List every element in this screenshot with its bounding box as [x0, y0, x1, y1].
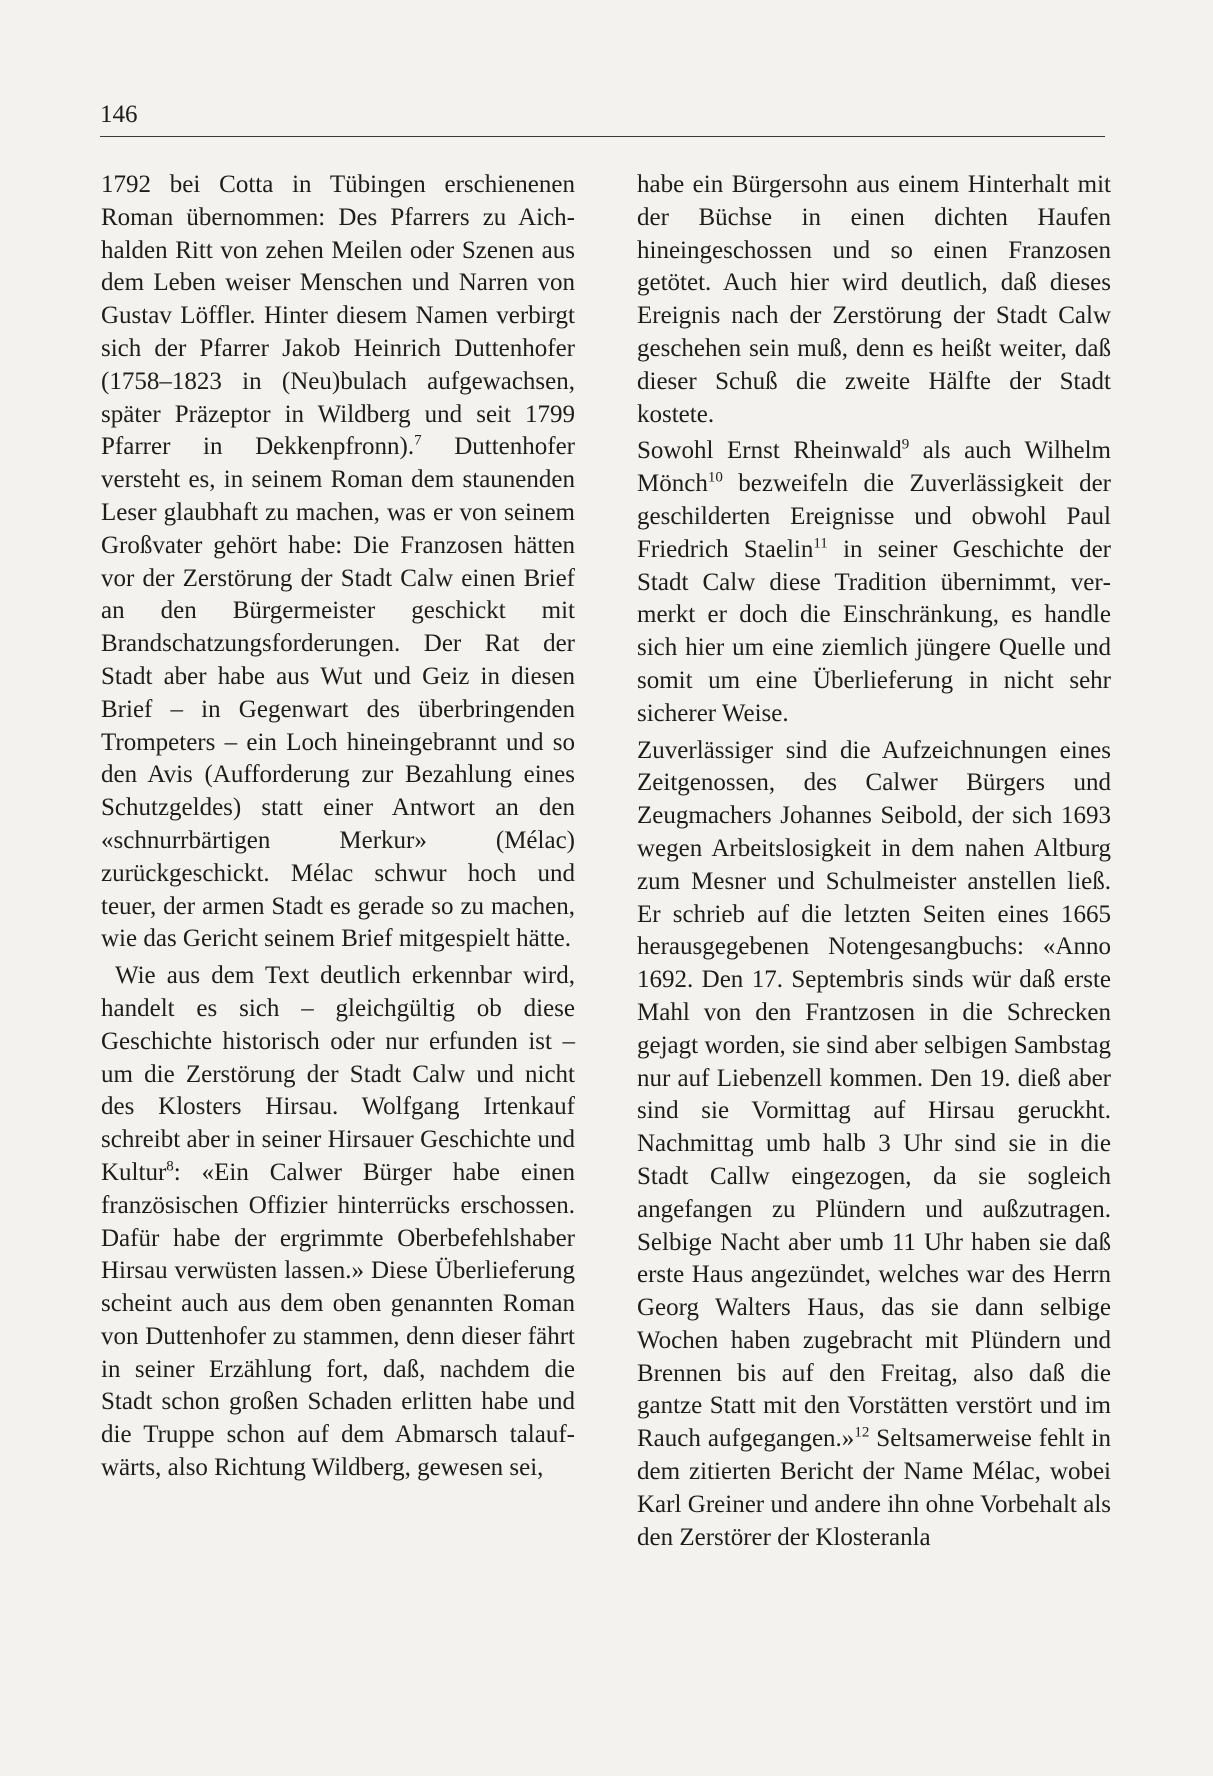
text-run: 1792 bei Cotta in Tübingen erschienenen Roman übernommen: Des Pfarrers zu Aichhalden Ritt von zehen Meilen oder Szenen aus dem Leben weiser Menschen und Narren von Gustav Löffler. Hinter diesem Namen verbirgt sich der Pfarrer Jakob Heinrich Duttenhofer (1758–1823 in (Neu)bulach aufgewachsen, später Präzeptor in Wildberg und seit 1799 Pfarrer in Dekkenpfronn). [101, 171, 575, 461]
footnote-marker: 8 [166, 1158, 174, 1175]
footnote-marker: 11 [813, 535, 828, 552]
text-run: Zuverlässiger sind die Aufzeichnungen eines Zeitgenossen, des Calwer Bürgers und Zeugmachers Johannes Seibold, der sich 1693 wegen Arbeitslosigkeit in dem nahen Altburg zum Mesner und Schulmeister anstellen ließ. Er schrieb auf die letzten Seiten eines 1665 herausgegebenen Notengesangbuchs: «Anno 1692. Den 17. Septembris sinds wür daß erste Mahl von den Frantzosen in die Schrecken gejagt worden, sie sind aber selbigen Sambstag nur auf Liebenzell kommen. Den 19. dieß aber sind sie Vormittag auf Hirsau geruckht. Nachmittag umb halb 3 Uhr sind sie in die Stadt Callw eingezogen, da sie sogleich angefangen zu Plündern und außzutragen. Selbige Nacht aber umb 11 Uhr haben sie daß erste Haus angezündet, welches war des Herrn Georg Walters Haus, das sie dann selbige Wochen haben zugebracht mit Plündern und Brennen bis auf den Freitag, also daß die gantze Statt mit den Vorstätten verstört und im Rauch aufgegangen.» [637, 736, 1111, 1453]
paragraph [101, 960, 575, 1485]
footnote-marker: 10 [707, 469, 723, 486]
page-number: 146 [100, 101, 138, 128]
footnote-marker: 7 [414, 433, 422, 450]
text-run: Seltsamerweise fehlt in dem zitierten Bericht der Name Mélac, wobei Karl Greiner und andere ihn ohne Vorbehalt als den Zerstörer der Klosteranla [637, 1425, 1112, 1551]
text-run: Sowohl Ernst Rheinwald [637, 437, 902, 465]
footnote-marker: 12 [854, 1424, 870, 1441]
text-run: als auch Wilhelm Mönch [637, 437, 1111, 498]
text-run: bezweifeln die Zuverlässigkeit der geschilderten Ereignisse und obwohl Paul Friedrich Staelin [637, 470, 1111, 563]
text-run: : «Ein Calwer Bürger habe einen französischen Offizier hinterrücks erschossen. Dafür habe der ergrimmte Oberbefehlshaber Hirsau verwüsten lassen.» Diese Überlieferung scheint auch aus dem oben genannten Roman von Duttenhofer zu stammen, denn dieser fährt in seiner Erzählung fort, daß, nachdem die Stadt schon großen Schaden erlitten habe und die Truppe schon auf dem Abmarsch talaufwärts, also Richtung Wildberg, gewesen sei, [101, 1158, 575, 1482]
header-rule [100, 136, 1105, 137]
text-run: Wie aus dem Text deutlich erkennbar wird, handelt es sich – gleichgültig ob diese Geschichte historisch oder nur erfunden ist – um die Zerstörung der Stadt Calw und nicht des Klosters Hirsau. Wolfgang Irtenkauf schreibt aber in seiner Hirsauer Geschichte und Kultur [101, 962, 575, 1186]
paragraph: habe ein Bürgersohn aus einem Hinterhalt mit der Büchse in einen dichten Haufen hineingeschossen und so einen Franzosen getötet. Auch hier wird deutlich, daß dieses Ereignis nach der Zerstörung der Stadt Calw geschehen sein muß, denn es heißt weiter, daß dieser Schuß die zweite Hälfte der Stadt kostete. [637, 171, 1111, 428]
paragraph [637, 435, 1111, 730]
paragraph [101, 169, 575, 956]
left-column [101, 169, 575, 1485]
footnote-marker: 9 [901, 437, 910, 454]
text-run: in seiner Geschichte der Stadt Calw diese Tradition übernimmt, vermerkt er doch die Einschränkung, es handle sich hier um eine ziemlich jüngere Quelle und somit um eine Überlieferung in nicht sehr sicherer Weise. [637, 535, 1111, 727]
paragraph [637, 735, 1111, 1555]
right-column [637, 169, 1111, 1554]
text-run: Duttenhofer versteht es, in seinem Roman dem staunenden Leser glaubhaft zu machen, was er von seinem Großvater gehört habe: Die Franzosen hätten vor der Zerstörung der Stadt Calw einen Brief an den Bürgermeister geschickt mit Brandschatzungsforderungen. Der Rat der Stadt aber habe aus Wut und Geiz in diesen Brief – in Gegenwart des überbringenden Trompeters – ein Loch hineingebrannt und so den Avis (Aufforderung zur Bezahlung eines Schutzgeldes) statt einer Antwort an den «schnurrbärtigen Merkur» (Mélac) zurückgeschickt. Mélac schwur hoch und teuer, der armen Stadt es gerade so zu machen, wie das Gericht seinem Brief mitgespielt hätte. [101, 433, 575, 953]
